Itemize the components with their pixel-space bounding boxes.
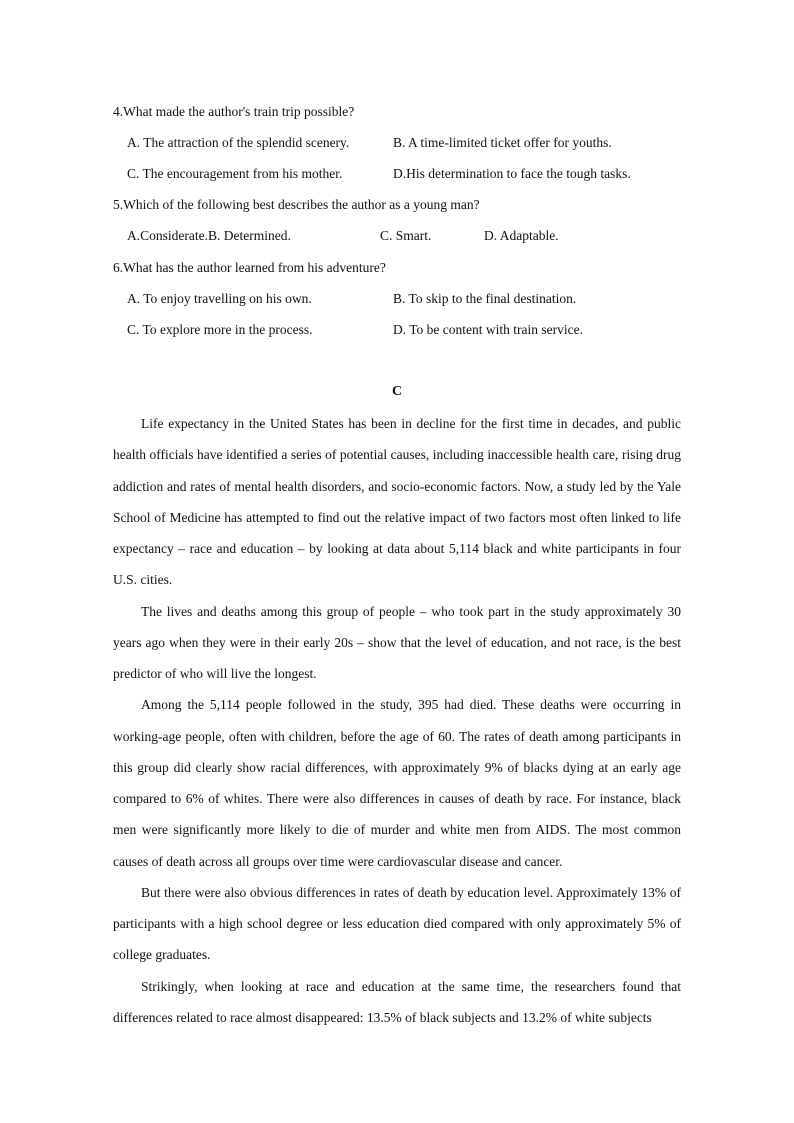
passage-paragraph-3: Among the 5,114 people followed in the study, 395 had died. These deaths were occurring in working-age people, often with children, before the age of 60. The rates of death among participants in this group did clearly show racial differences, with approximately 9% of blacks dying at an early age compared to 6% of whites. There were also differences in causes of death by race. For instance, black men were significantly more likely to die of murder and white men from AIDS. The most common causes of death across all groups over time were cardiovascular disease and cancer.	[113, 697, 681, 869]
section-label: C	[391, 384, 403, 399]
question-5-option-d: D. Adaptable.	[484, 228, 559, 243]
question-4-stem: 4.What made the author's train trip possible?	[113, 104, 355, 119]
question-5-option-c: C. Smart.	[380, 228, 432, 243]
passage-paragraph-2: The lives and deaths among this group of people – who took part in the study approximately 30 years ago when they were in their early 20s – show that the level of education, and not race, is the best predictor of who will live the longest.	[113, 603, 681, 681]
passage-paragraph-1: Life expectancy in the United States has been in decline for the first time in decades, and public health officials have identified a series of potential causes, including inaccessible health care, rising drug addiction and rates of mental health disorders, and socio-economic factors. Now, a study led by the Yale School of Medicine has attempted to find out the relative impact of two factors most often linked to life expectancy – race and education – by looking at data about 5,114 black and white participants in four U.S. cities.	[113, 416, 681, 588]
question-6-option-d: D. To be content with train service.	[393, 322, 584, 337]
passage-paragraph-5: Strikingly, when looking at race and education at the same time, the researchers found that differences related to race almost disappeared: 13.5% of black subjects and 13.2% of white subjects	[113, 978, 681, 1025]
question-6-stem: 6.What has the author learned from his adventure?	[113, 260, 386, 275]
question-6-option-a: A. To enjoy travelling on his own.	[127, 291, 312, 306]
question-6-option-b: B. To skip to the final destination.	[393, 291, 577, 306]
question-4-option-a: A. The attraction of the splendid scenery.	[127, 135, 350, 150]
passage-paragraph-4: But there were also obvious differences in rates of death by education level. Approximately 13% of participants with a high school degree or less education died compared with only approximately 5% of college graduates.	[113, 884, 681, 963]
reading-passage	[113, 408, 681, 1033]
question-5-option-ab: A.Considerate.B. Determined.	[127, 228, 291, 243]
question-6-option-c: C. To explore more in the process.	[127, 322, 313, 337]
question-4-option-b: B. A time-limited ticket offer for youths.	[393, 135, 612, 150]
question-4-option-c: C. The encouragement from his mother.	[127, 166, 343, 181]
question-4-option-d: D.His determination to face the tough tasks.	[393, 166, 631, 181]
question-5-stem: 5.Which of the following best describes the author as a young man?	[113, 197, 480, 212]
